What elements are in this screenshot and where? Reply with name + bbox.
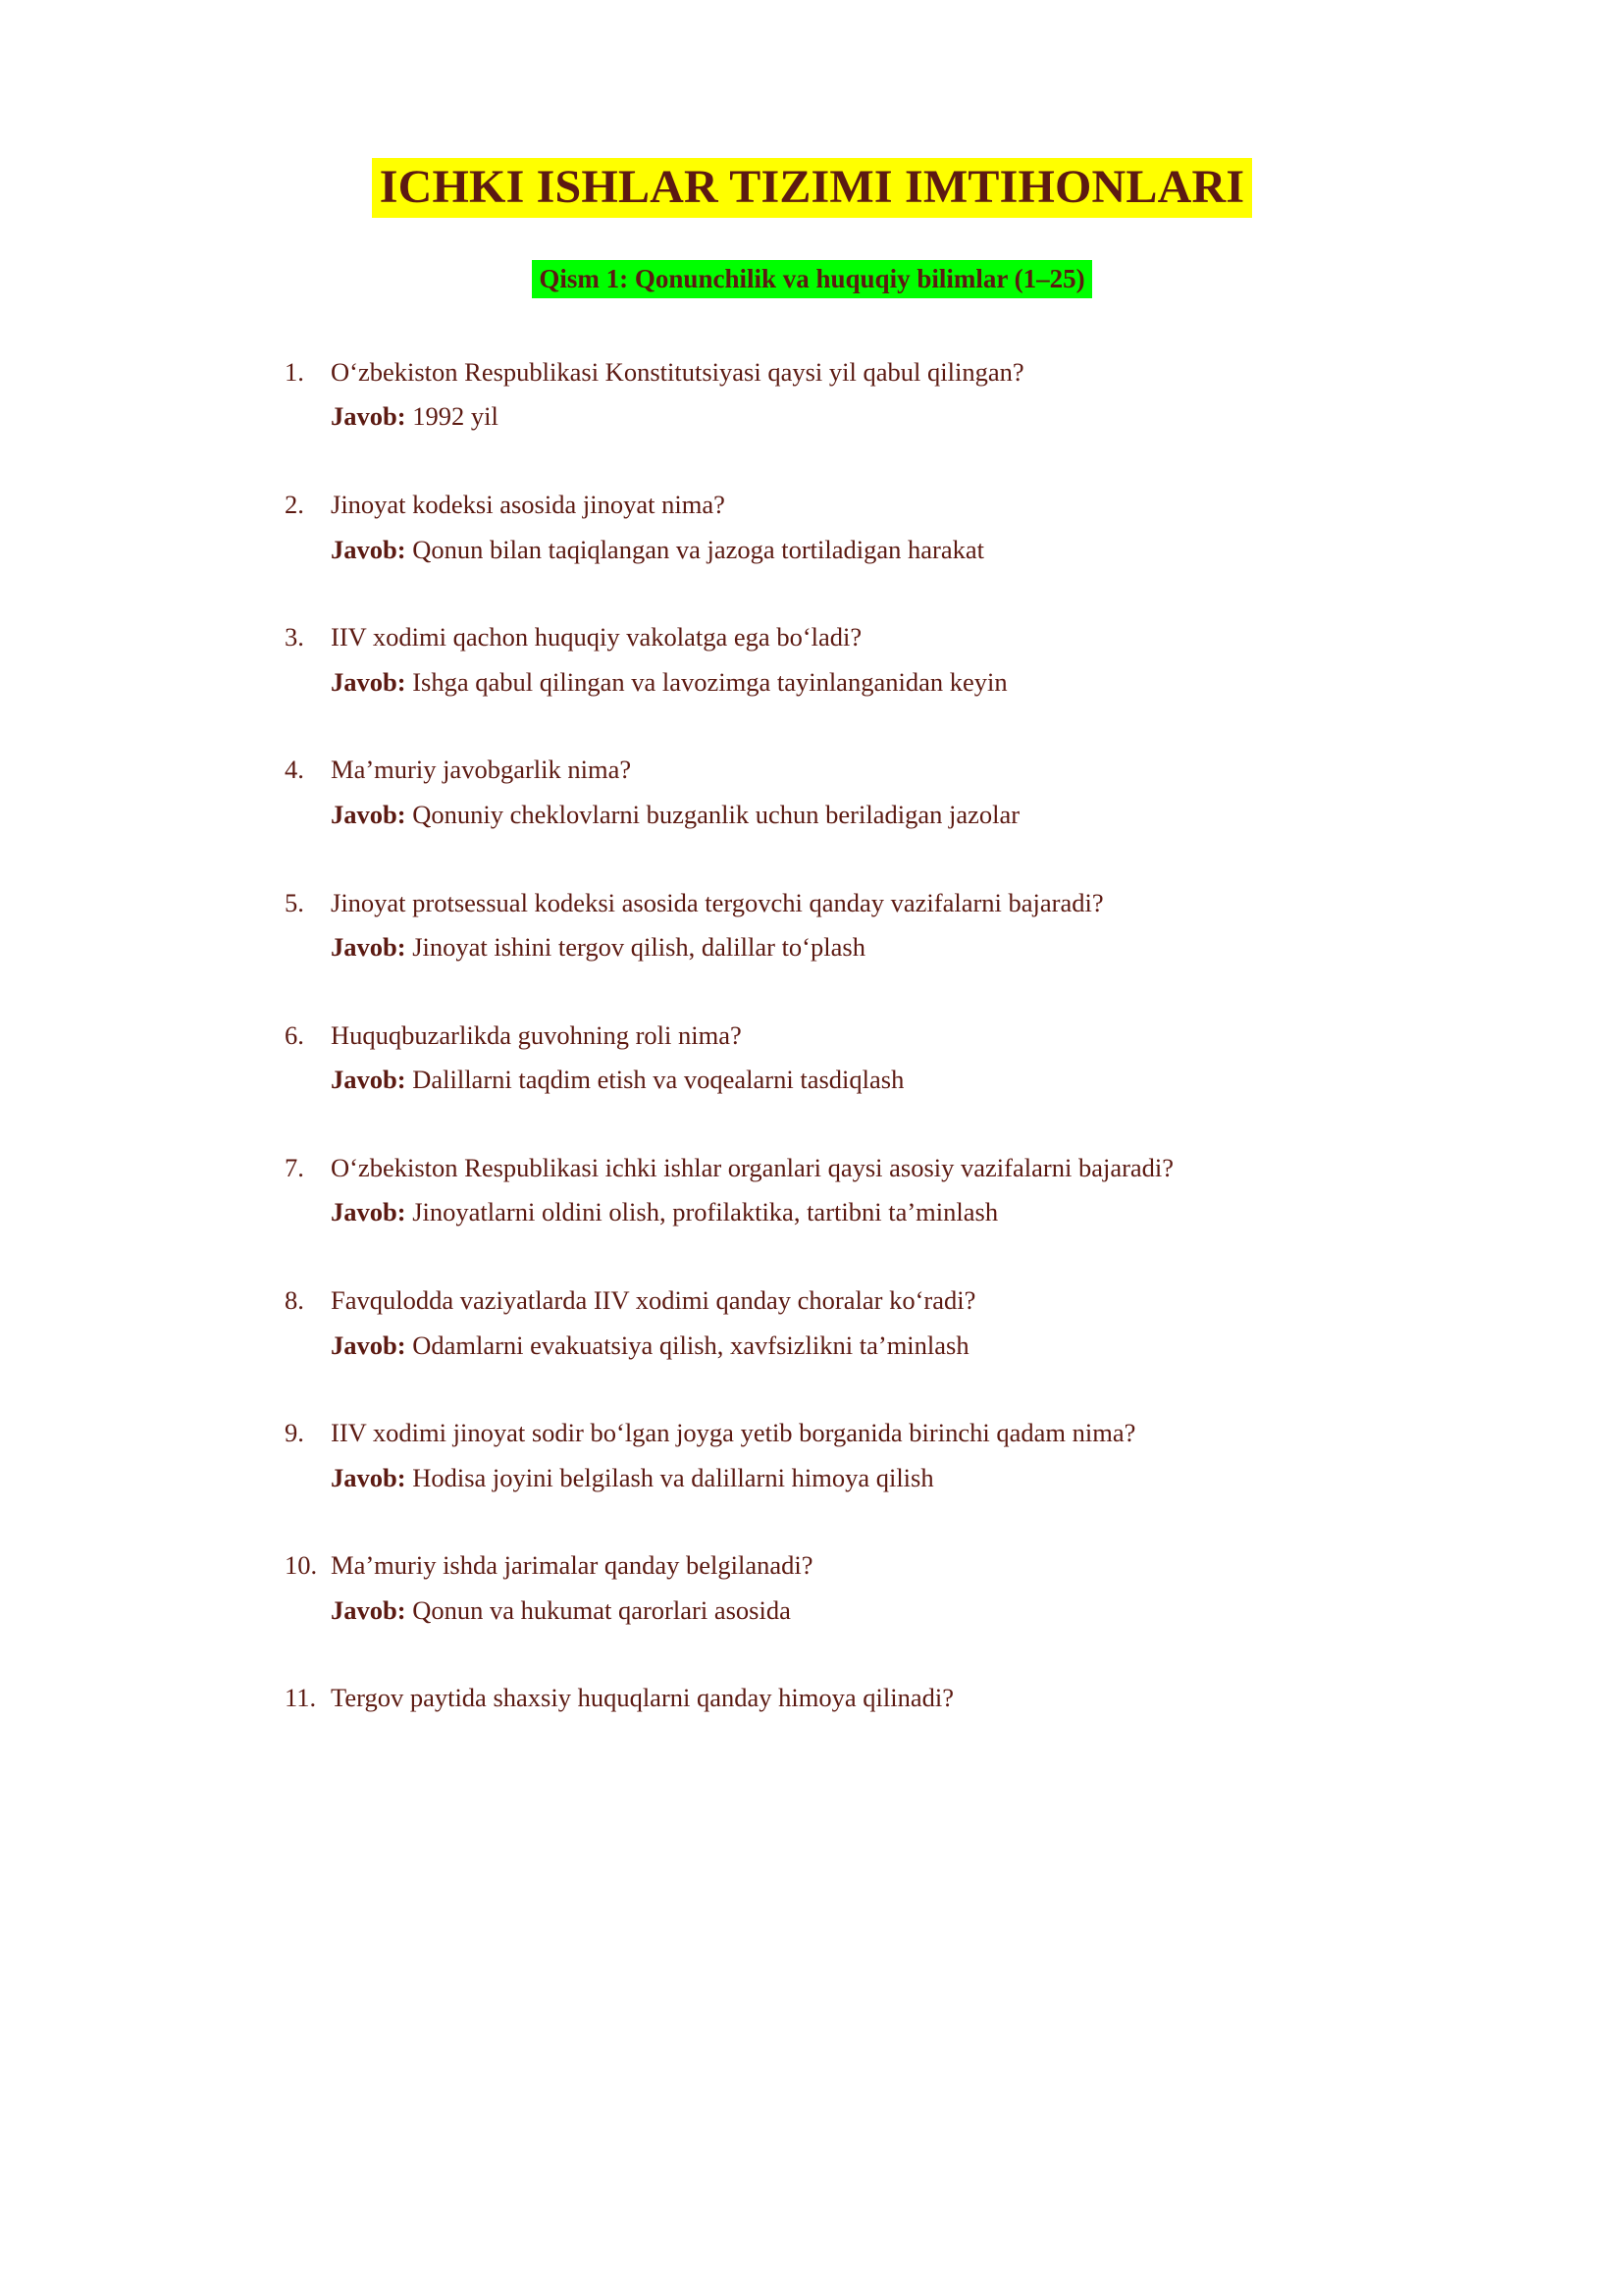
- answer-label: Javob:: [331, 401, 406, 432]
- answer-line: [331, 793, 1379, 838]
- question-number: 2.: [285, 490, 304, 520]
- question-line: [285, 881, 1379, 926]
- answer-label: Javob:: [331, 1065, 406, 1095]
- question-line: [285, 615, 1379, 660]
- answer-label: Javob:: [331, 1594, 406, 1625]
- question-number: 1.: [285, 356, 304, 387]
- answer-label: Javob:: [331, 534, 406, 564]
- question-number: 9.: [285, 1418, 304, 1448]
- question-item: [285, 1278, 1379, 1368]
- question-item: [285, 1676, 1379, 1721]
- question-text: Ma’muriy javobgarlik nima?: [331, 755, 632, 785]
- answer-line: [331, 1589, 1379, 1634]
- question-number: 5.: [285, 887, 304, 917]
- answer-line: [331, 1058, 1379, 1103]
- question-text: IIV xodimi jinoyat sodir bo‘lgan joyga yetib borganida birinchi qadam nima?: [331, 1418, 1136, 1448]
- answer-label: Javob:: [331, 932, 406, 963]
- answer-text: Qonuniy cheklovlarni buzganlik uchun beriladigan jazolar: [405, 799, 1021, 829]
- question-item: [285, 615, 1379, 704]
- answer-label: Javob:: [331, 799, 406, 829]
- question-text: Jinoyat kodeksi asosida jinoyat nima?: [331, 490, 725, 520]
- answer-line: [331, 1190, 1379, 1235]
- document-title-container: [0, 0, 1624, 217]
- answer-label: Javob:: [331, 1330, 406, 1360]
- answer-label: Javob:: [331, 1197, 406, 1227]
- answer-line: [331, 1324, 1379, 1369]
- question-item: [285, 748, 1379, 837]
- question-line: [285, 1676, 1379, 1721]
- answer-text: Dalillarni taqdim etish va voqealarni tasdiqlash: [405, 1065, 905, 1095]
- answer-text: Jinoyat ishini tergov qilish, dalillar to‘plash: [405, 932, 865, 963]
- answer-text: Qonun bilan taqiqlangan va jazoga tortiladigan harakat: [405, 534, 984, 564]
- question-text: O‘zbekiston Respublikasi ichki ishlar organlari qaysi asosiy vazifalarni bajaradi?: [331, 1152, 1175, 1182]
- answer-text: Qonun va hukumat qarorlari asosida: [405, 1594, 791, 1625]
- answer-text: Hodisa joyini belgilash va dalillarni himoya qilish: [405, 1462, 934, 1492]
- answer-label: Javob:: [331, 666, 406, 697]
- question-line: [285, 1543, 1379, 1589]
- question-item: [285, 350, 1379, 440]
- section-subtitle: Qism 1: Qonunchilik va huquqiy bilimlar (1–25): [532, 260, 1091, 298]
- answer-text: Ishga qabul qilingan va lavozimga tayinlanganidan keyin: [405, 666, 1008, 697]
- page-title: ICHKI ISHLAR TIZIMI IMTIHONLARI: [372, 158, 1253, 218]
- question-number: 6.: [285, 1019, 304, 1050]
- question-line: [285, 748, 1379, 793]
- question-line: [285, 1014, 1379, 1059]
- answer-text: 1992 yil: [405, 401, 498, 432]
- question-number: 3.: [285, 622, 304, 652]
- question-item: [285, 881, 1379, 970]
- question-line: [285, 350, 1379, 395]
- question-text: Ma’muriy ishda jarimalar qanday belgilanadi?: [331, 1550, 813, 1581]
- question-line: [285, 483, 1379, 528]
- question-number: 7.: [285, 1152, 304, 1182]
- answer-text: Odamlarni evakuatsiya qilish, xavfsizlikni ta’minlash: [405, 1330, 969, 1360]
- question-number: 8.: [285, 1284, 304, 1315]
- question-number: 11.: [285, 1683, 317, 1713]
- question-number: 10.: [285, 1550, 318, 1581]
- answer-label: Javob:: [331, 1462, 406, 1492]
- answer-line: [331, 394, 1379, 440]
- question-item: [285, 1014, 1379, 1103]
- question-list: [0, 297, 1624, 1721]
- question-item: [285, 483, 1379, 572]
- answer-line: [331, 925, 1379, 970]
- question-line: [285, 1146, 1379, 1191]
- document-subtitle-container: [0, 217, 1624, 296]
- question-text: Tergov paytida shaxsiy huquqlarni qanday himoya qilinadi?: [331, 1683, 954, 1713]
- answer-line: [331, 660, 1379, 705]
- question-item: [285, 1146, 1379, 1235]
- question-text: IIV xodimi qachon huquqiy vakolatga ega bo‘ladi?: [331, 622, 863, 652]
- question-item: [285, 1543, 1379, 1633]
- answer-line: [331, 528, 1379, 573]
- question-item: [285, 1411, 1379, 1500]
- question-text: O‘zbekiston Respublikasi Konstitutsiyasi qaysi yil qabul qilingan?: [331, 356, 1024, 387]
- answer-line: [331, 1456, 1379, 1501]
- question-text: Jinoyat protsessual kodeksi asosida tergovchi qanday vazifalarni bajaradi?: [331, 887, 1104, 917]
- answer-text: Jinoyatlarni oldini olish, profilaktika, tartibni ta’minlash: [405, 1197, 999, 1227]
- question-text: Huquqbuzarlikda guvohning roli nima?: [331, 1019, 742, 1050]
- question-text: Favqulodda vaziyatlarda IIV xodimi qanday choralar ko‘radi?: [331, 1284, 976, 1315]
- question-line: [285, 1411, 1379, 1456]
- question-number: 4.: [285, 755, 304, 785]
- question-line: [285, 1278, 1379, 1324]
